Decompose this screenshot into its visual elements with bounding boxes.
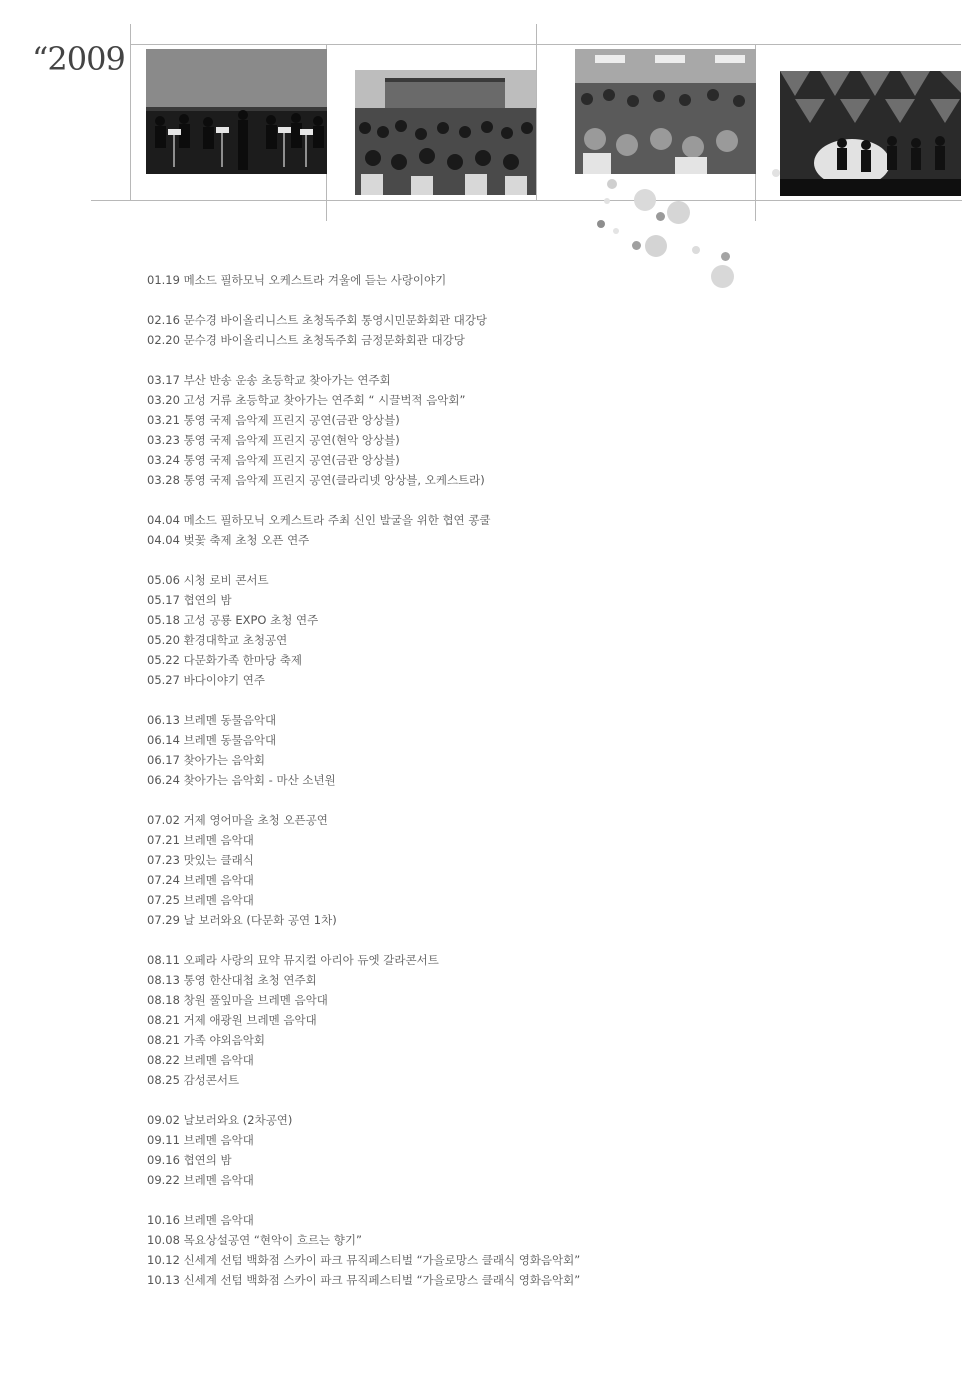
school-concert-photo bbox=[575, 49, 756, 174]
year-heading: “2009 bbox=[32, 40, 125, 78]
schedule-month-group bbox=[147, 310, 947, 350]
schedule-entry: 03.24 통영 국제 음악제 프린지 공연(금관 앙상블) bbox=[147, 453, 400, 467]
schedule-month-group bbox=[147, 1110, 947, 1190]
performance-schedule bbox=[147, 270, 947, 1310]
schedule-entry: 08.21 가족 야외음악회 bbox=[147, 1033, 265, 1047]
schedule-entry: 09.11 브레멘 음악대 bbox=[147, 1133, 254, 1147]
dot bbox=[772, 169, 780, 177]
spotlight-ensemble-photo bbox=[780, 71, 961, 196]
schedule-entry: 07.21 브레멘 음악대 bbox=[147, 833, 254, 847]
schedule-entry: 10.13 신세계 선텀 백화점 스카이 파크 뮤직페스티벌 “가을로망스 클래식 영화음악회” bbox=[147, 1273, 581, 1287]
schedule-entry: 05.22 다문화가족 한마당 축제 bbox=[147, 653, 302, 667]
schedule-entry: 09.22 브레멘 음악대 bbox=[147, 1173, 254, 1187]
schedule-entry: 09.02 날보러와요 (2차공연) bbox=[147, 1113, 293, 1127]
schedule-entry: 08.13 통영 한산대첩 초청 연주회 bbox=[147, 973, 317, 987]
schedule-entry: 08.25 감성콘서트 bbox=[147, 1073, 240, 1087]
dot bbox=[634, 189, 656, 211]
schedule-entry: 02.16 문수경 바이올리니스트 초청독주회 통영시민문화회관 대강당 bbox=[147, 313, 488, 327]
dot bbox=[613, 228, 619, 234]
schedule-entry: 06.14 브레멘 동물음악대 bbox=[147, 733, 277, 747]
dot bbox=[632, 241, 641, 250]
dot bbox=[721, 252, 730, 261]
schedule-entry: 09.16 협연의 밤 bbox=[147, 1153, 232, 1167]
schedule-entry: 05.27 바다이야기 연주 bbox=[147, 673, 265, 687]
schedule-month-group bbox=[147, 710, 947, 790]
schedule-entry: 02.20 문수경 바이올리니스트 초청독주회 금정문화회관 대강당 bbox=[147, 333, 465, 347]
schedule-entry: 03.23 통영 국제 음악제 프린지 공연(현악 앙상블) bbox=[147, 433, 400, 447]
schedule-entry: 07.29 날 보러와요 (다문화 공연 1차) bbox=[147, 913, 337, 927]
frame-divider-1 bbox=[130, 24, 131, 200]
dot bbox=[645, 235, 667, 257]
schedule-entry: 05.17 협연의 밤 bbox=[147, 593, 232, 607]
dot bbox=[597, 220, 605, 228]
schedule-entry: 03.20 고성 거류 초등학교 찾아가는 연주회 “ 시끌벅적 음악회” bbox=[147, 393, 466, 407]
orchestra-stage-photo bbox=[146, 49, 327, 174]
schedule-entry: 07.25 브레멘 음악대 bbox=[147, 893, 254, 907]
schedule-month-group bbox=[147, 570, 947, 690]
schedule-entry: 06.17 찾아가는 음악회 bbox=[147, 753, 265, 767]
schedule-entry: 10.16 브레멘 음악대 bbox=[147, 1213, 254, 1227]
schedule-month-group bbox=[147, 810, 947, 930]
schedule-entry: 10.12 신세계 선텀 백화점 스카이 파크 뮤직페스티벌 “가을로망스 클래식 영화음악회” bbox=[147, 1253, 581, 1267]
schedule-entry: 07.24 브레멘 음악대 bbox=[147, 873, 254, 887]
schedule-entry: 10.08 목요상설공연 “현악이 흐르는 향기” bbox=[147, 1233, 362, 1247]
schedule-entry: 05.18 고성 공룡 EXPO 초청 연주 bbox=[147, 613, 319, 627]
schedule-entry: 07.02 거제 영어마을 초청 오픈공연 bbox=[147, 813, 328, 827]
frame-divider-3 bbox=[536, 24, 537, 201]
schedule-entry: 05.20 환경대학교 초청공연 bbox=[147, 633, 288, 647]
schedule-entry: 07.23 맛있는 클래식 bbox=[147, 853, 254, 867]
dot bbox=[667, 201, 690, 224]
schedule-entry: 04.04 메소드 필하모닉 오케스트라 주최 신인 발굴을 위한 협연 콩쿨 bbox=[147, 513, 491, 527]
schedule-entry: 03.21 통영 국제 음악제 프린지 공연(금관 앙상블) bbox=[147, 413, 400, 427]
schedule-month-group bbox=[147, 950, 947, 1090]
schedule-month-group bbox=[147, 1210, 947, 1290]
schedule-entry: 03.17 부산 반송 운송 초등학교 찾아가는 연주회 bbox=[147, 373, 391, 387]
schedule-entry: 08.22 브레멘 음악대 bbox=[147, 1053, 254, 1067]
schedule-entry: 05.06 시청 로비 콘서트 bbox=[147, 573, 269, 587]
schedule-entry: 03.28 통영 국제 음악제 프린지 공연(클라리넷 앙상블, 오케스트라) bbox=[147, 473, 485, 487]
frame-line-top bbox=[131, 44, 961, 45]
dot bbox=[607, 179, 617, 189]
schedule-entry: 01.19 메소드 필하모닉 오케스트라 겨울에 듣는 사랑이야기 bbox=[147, 273, 447, 287]
dot bbox=[604, 198, 610, 204]
frame-line-bottom bbox=[91, 200, 962, 201]
outdoor-festival-photo bbox=[355, 70, 536, 195]
schedule-month-group bbox=[147, 270, 947, 290]
dot bbox=[656, 212, 665, 221]
dot bbox=[692, 246, 700, 254]
schedule-entry: 04.04 벚꽃 축제 초청 오픈 연주 bbox=[147, 533, 310, 547]
schedule-entry: 08.11 오페라 사랑의 묘약 뮤지컬 아리아 듀엣 갈라콘서트 bbox=[147, 953, 439, 967]
schedule-entry: 08.18 창원 풀잎마을 브레멘 음악대 bbox=[147, 993, 328, 1007]
schedule-month-group bbox=[147, 510, 947, 550]
schedule-entry: 06.24 찾아가는 음악회 - 마산 소년원 bbox=[147, 773, 336, 787]
schedule-entry: 08.21 거제 애광원 브레멘 음악대 bbox=[147, 1013, 317, 1027]
schedule-entry: 06.13 브레멘 동물음악대 bbox=[147, 713, 277, 727]
schedule-month-group bbox=[147, 370, 947, 490]
